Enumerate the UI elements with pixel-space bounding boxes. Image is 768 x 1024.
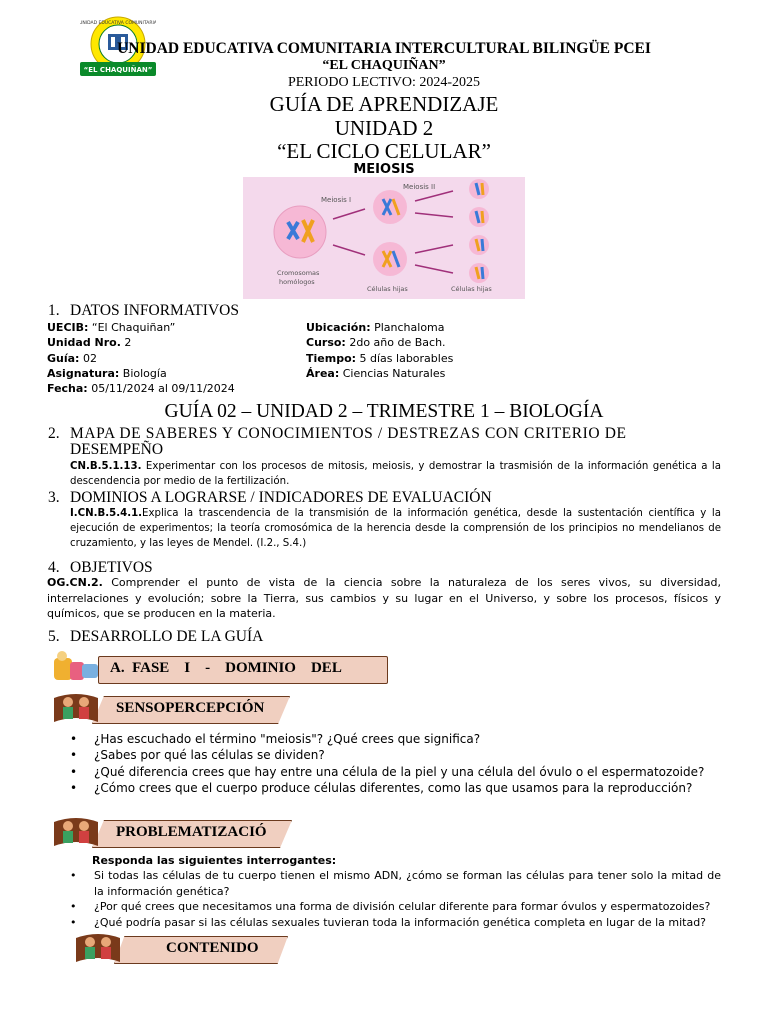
list-item: • ¿Por qué crees que necesitamos una forma de división celular diferente para formar óvulos y espermatozoides? <box>70 899 721 915</box>
phase-banner <box>48 648 390 686</box>
school-supplies-icon <box>52 648 102 684</box>
info-value: 2do año de Bach. <box>345 336 446 350</box>
list-item: • ¿Has escuchado el término "meiosis"? ¿Qué crees que significa? <box>70 731 730 747</box>
tag-contenido <box>74 936 304 962</box>
tag-label: PROBLEMATIZACIÓ <box>116 824 267 840</box>
problematizacion-list <box>70 868 721 930</box>
doc-title-3: “EL CICLO CELULAR” <box>277 139 491 163</box>
info-value: Ciencias Naturales <box>339 366 446 380</box>
info-value: 2 <box>120 336 132 350</box>
info-key: Área: <box>306 366 340 380</box>
school-period: PERIODO LECTIVO: 2024-2025 <box>287 75 481 90</box>
label-celulas-hijas-1: Células hijas <box>367 285 408 293</box>
section-num: 2. <box>48 425 60 442</box>
info-row <box>47 366 297 381</box>
section-num: 1. <box>48 302 60 319</box>
indicator-text: Explica la trascendencia de la transmisión de la información genética, desde la sustentación científica y la ejecución de experimentos; la teoría cromosómica de la herencia desde la comprensión de los principios no mendelianos de cruzamiento, y las leyes de Mendel. (I.2., S.4.) <box>70 508 721 549</box>
info-row <box>306 335 556 350</box>
section-num: 5. <box>48 628 60 645</box>
section-title: DESARROLLO DE LA GUÍA <box>70 628 264 645</box>
phase-title: A. FASE I - DOMINIO DEL <box>110 660 342 676</box>
label-homologos: homólogos <box>279 278 315 286</box>
section-1-heading <box>48 302 239 320</box>
label-meiosis-ii: Meiosis II <box>403 183 436 191</box>
indicator-code: I.CN.B.5.4.1. <box>70 508 143 519</box>
list-item: • ¿Cómo crees que el cuerpo produce células diferentes, como las que usamos para la reproducción? <box>70 780 730 796</box>
logo-arc-text: UNIDAD EDUCATIVA COMUNITARIA <box>80 21 156 26</box>
info-value: “El Chaquiñan” <box>88 321 176 334</box>
info-key: UECIB: <box>47 321 89 334</box>
section-num: 4. <box>48 559 60 576</box>
info-value: 5 días laborables <box>356 351 454 365</box>
info-row <box>47 335 297 350</box>
section-3-heading <box>48 489 492 507</box>
info-right <box>306 320 556 381</box>
prob-intro: Responda las siguientes interrogantes: <box>92 854 337 867</box>
doc-title-1: GUÍA DE APRENDIZAJE <box>269 92 499 116</box>
info-value: Planchaloma <box>370 321 445 334</box>
list-item: • ¿Qué diferencia crees que hay entre una célula de la piel y una célula del óvulo o el espermatozoide? <box>70 764 730 780</box>
list-item: • ¿Qué podría pasar si las células sexuales tuvieran toda la información genética completa en lugar de la mitad? <box>70 915 721 931</box>
objective-text: Comprender el punto de vista de la ciencia sobre la naturaleza de los seres vivos, su diversidad, interrelaciones y evolución; sobre la Tierra, sus cambios y su lugar en el Universo, y sobre los procesos, físicos y químicos, que se producen en la materia. <box>47 576 721 620</box>
section-num: 3. <box>48 489 60 506</box>
section-title: OBJETIVOS <box>70 559 153 576</box>
info-row <box>47 351 297 366</box>
doc-subtitle: MEIOSIS <box>353 162 415 177</box>
section-3-text <box>70 506 721 551</box>
info-key: Unidad Nro. <box>47 336 121 350</box>
info-row <box>47 320 297 335</box>
list-item: • Si todas las células de tu cuerpo tienen el mismo ADN, ¿cómo se forman las células para tener solo la mitad de la información genética? <box>70 868 721 899</box>
logo-label: “EL CHAQUIÑAN” <box>83 66 153 74</box>
info-row <box>306 320 556 335</box>
label-meiosis-i: Meiosis I <box>321 196 352 204</box>
section-2-text <box>70 459 721 489</box>
section-title: DOMINIOS A LOGRARSE / INDICADORES DE EVALUACIÓN <box>70 489 492 506</box>
info-key: Tiempo: <box>306 351 357 365</box>
section-title: DATOS INFORMATIVOS <box>70 302 239 319</box>
section-title: MAPA DE SABERES Y CONOCIMIENTOS / DESTREZAS CON CRITERIO DE <box>70 425 627 442</box>
section-title-cont: DESEMPEÑO <box>70 441 164 458</box>
guide-title: GUÍA 02 – UNIDAD 2 – TRIMESTRE 1 – BIOLOGÍA <box>164 401 604 422</box>
school-name: UNIDAD EDUCATIVA COMUNITARIA INTERCULTURAL BILINGÜE PCEI <box>117 40 651 57</box>
info-key: Fecha: <box>47 382 88 396</box>
info-key: Curso: <box>306 336 346 350</box>
info-left <box>47 320 297 396</box>
tag-label: CONTENIDO <box>166 940 259 956</box>
meiosis-figure <box>243 177 525 299</box>
section-2-heading <box>48 425 723 459</box>
tag-sensopercepcion <box>52 696 302 722</box>
list-item: • ¿Sabes por qué las células se dividen? <box>70 747 730 763</box>
info-value: 02 <box>79 351 97 365</box>
info-value: Biología <box>119 366 167 380</box>
sensopercepcion-list <box>70 731 730 796</box>
objective-code: OG.CN.2. <box>47 576 103 589</box>
doc-title-2: UNIDAD 2 <box>334 116 434 140</box>
student-icon <box>74 932 122 966</box>
info-key: Ubicación: <box>306 321 371 334</box>
skill-code: CN.B.5.1.13. <box>70 461 142 472</box>
tag-label: SENSOPERCEPCIÓN <box>116 700 265 716</box>
section-5-heading <box>48 628 263 646</box>
skill-text: Experimentar con los procesos de mitosis, meiosis, y demostrar la trasmisión de la información genética a la descendencia por medio de la fertilización. <box>70 461 721 487</box>
info-value: 05/11/2024 al 09/11/2024 <box>87 382 235 396</box>
student-icon <box>52 816 100 850</box>
label-celulas-hijas-2: Células hijas <box>451 285 492 293</box>
info-row <box>306 351 556 366</box>
student-icon <box>52 692 100 726</box>
info-key: Guía: <box>47 351 80 365</box>
info-key: Asignatura: <box>47 366 120 380</box>
section-4-text <box>47 575 721 622</box>
school-short: “EL CHAQUIÑAN” <box>322 58 446 73</box>
label-cromosomas: Cromosomas <box>277 269 320 277</box>
info-row <box>306 366 556 381</box>
tag-problematizacion <box>52 820 312 846</box>
info-row <box>47 381 297 396</box>
